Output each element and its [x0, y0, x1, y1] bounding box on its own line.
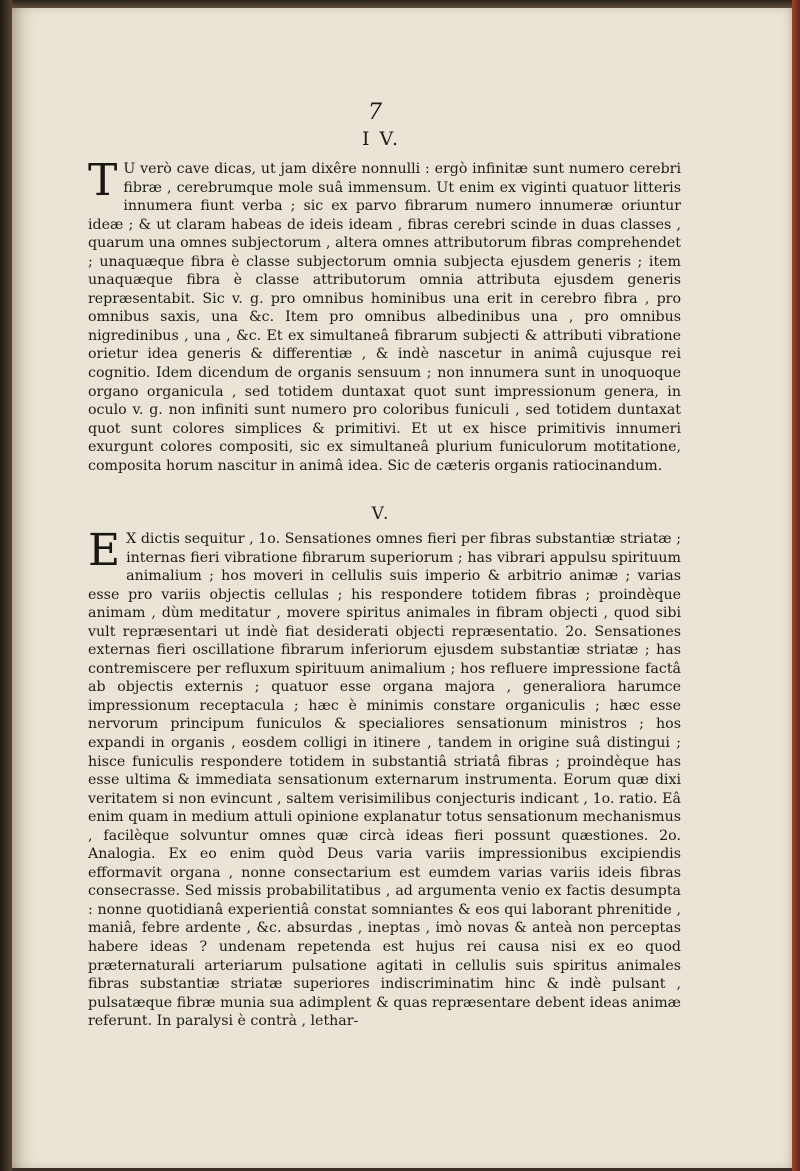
section-v-paragraph	[88, 525, 681, 1031]
section-iv-paragraph	[88, 155, 681, 475]
section-iv-text: U verò cave dicas, ut jam dixêre nonnulli : ergò infinitæ sunt numero cerebri fibræ , cerebrumque mole suâ immensum. Ut enim ex viginti quatuor litteris innumera fiunt verba ; sic ex parvo fibrarum numero innumeræ oriuntur ideæ ; & ut claram habeas de ideis ideam , fibras cerebri scinde in duas classes , quarum una omnes subjectorum , altera omnes attributorum fibras comprehendet ; unaquæque fibra è classe subjectorum omnia subjecta ejusdem generis ; item unaquæque fibra è classe attributorum omnia attributa ejusdem generis repræsentabit. Sic v. g. pro omnibus hominibus una erit in cerebro fibra , pro omnibus saxis, una &c. Item pro omnibus albedinibus una , pro omnibus nigredinibus , una , &c. Et ex simultaneâ fibrarum subjecti & attributi vibratione orietur idea generis & differentiæ , & indè nascetur in animâ cujusque rei cognitio. Idem dicendum de organis sensuum ; non innumera sunt in unoquoque organo organicula , sed totidem duntaxat quot sunt impressionum genera, in oculo v. g. non infiniti sunt numero pro coloribus funiculi , sed totidem duntaxat quot sunt colores simplices & primitivi. Et ut ex hisce primitivis innumeri exurgunt colores compositi, sic ex simultaneâ plurium funiculorum motitatione, composita horum nascitur in animâ idea. Sic de cæteris organis ratiocinandum.	[88, 161, 681, 474]
book-spine	[0, 0, 12, 1171]
page-number: 7	[368, 100, 382, 125]
drop-cap: E	[88, 525, 121, 576]
drop-cap: T	[88, 155, 118, 206]
book-fore-edge	[792, 0, 800, 1171]
section-v-text: X dictis sequitur , 1o. Sensationes omnes fieri per fibras substantiæ striatæ ; internas fieri vibratione fibrarum superiorum ; has vibrari appulsu spirituum animalium ; hos moveri in cellulis suis imperio & arbitrio animæ ; varias esse pro variis objectis cellulas ; his respondere totidem fibras ; proindèque animam , dùm meditatur , movere spiritus animales in fibram objecti , quod sibi vult repræsentari ut indè fiat desiderati objecti repræsentatio. 2o. Sensationes externas fieri oscillatione fibrarum inferiorum ejusdem substantiæ striatæ ; has contremiscere per refluxum spirituum animalium ; hos refluere impressione factâ ab objectis externis ; quatuor esse organa majora , generaliora harumce impressionum receptacula ; hæc è minimis constare organiculis ; hæc esse nervorum principum funiculos & specialiores sensationum ministros ; hos expandi in organis , eosdem colligi in itinere , tandem in origine suâ distingui ; hisce funiculis respondere totidem in substantiâ striatâ fibras ; proindèque has esse ultima & immediata sensationum externarum instrumenta. Eorum quæ dixi veritatem si non evincunt , saltem verisimilibus conjecturis indicant , 1o. ratio. Eâ enim quam in medium attuli opinione explanatur totus sensationum mechanismus , facilèque solvuntur omnes quæ circà ideas fieri possunt quæstiones. 2o. Analogia. Ex eo enim quòd Deus varia variis impressionibus excipiendis efformavit organa , nonne consectarium est eumdem varias variis ideis fibras consecrasse. Sed missis probabilitatibus , ad argumenta venio ex factis desumpta : nonne quotidianâ experientiâ constat somniantes & eos qui laborant phrenitide , maniâ, febre ardente , &c. absurdas , ineptas , imò novas & anteà non perceptas habere ideas ? undenam repetenda est hujus rei causa nisi ex eo quod præternaturali arteriarum pulsatione agitati in cellulis suis spiritus animales fibras substantiæ striatæ superiores indiscriminatim hinc & indè pulsant , pulsatæque fibræ munia sua adimplent & quas repræsentare debent ideas animæ referunt. In paralysi è contrà , lethar-	[88, 531, 681, 1030]
section-heading-iv: I V.	[362, 128, 400, 150]
section-heading-v: V.	[371, 504, 391, 524]
